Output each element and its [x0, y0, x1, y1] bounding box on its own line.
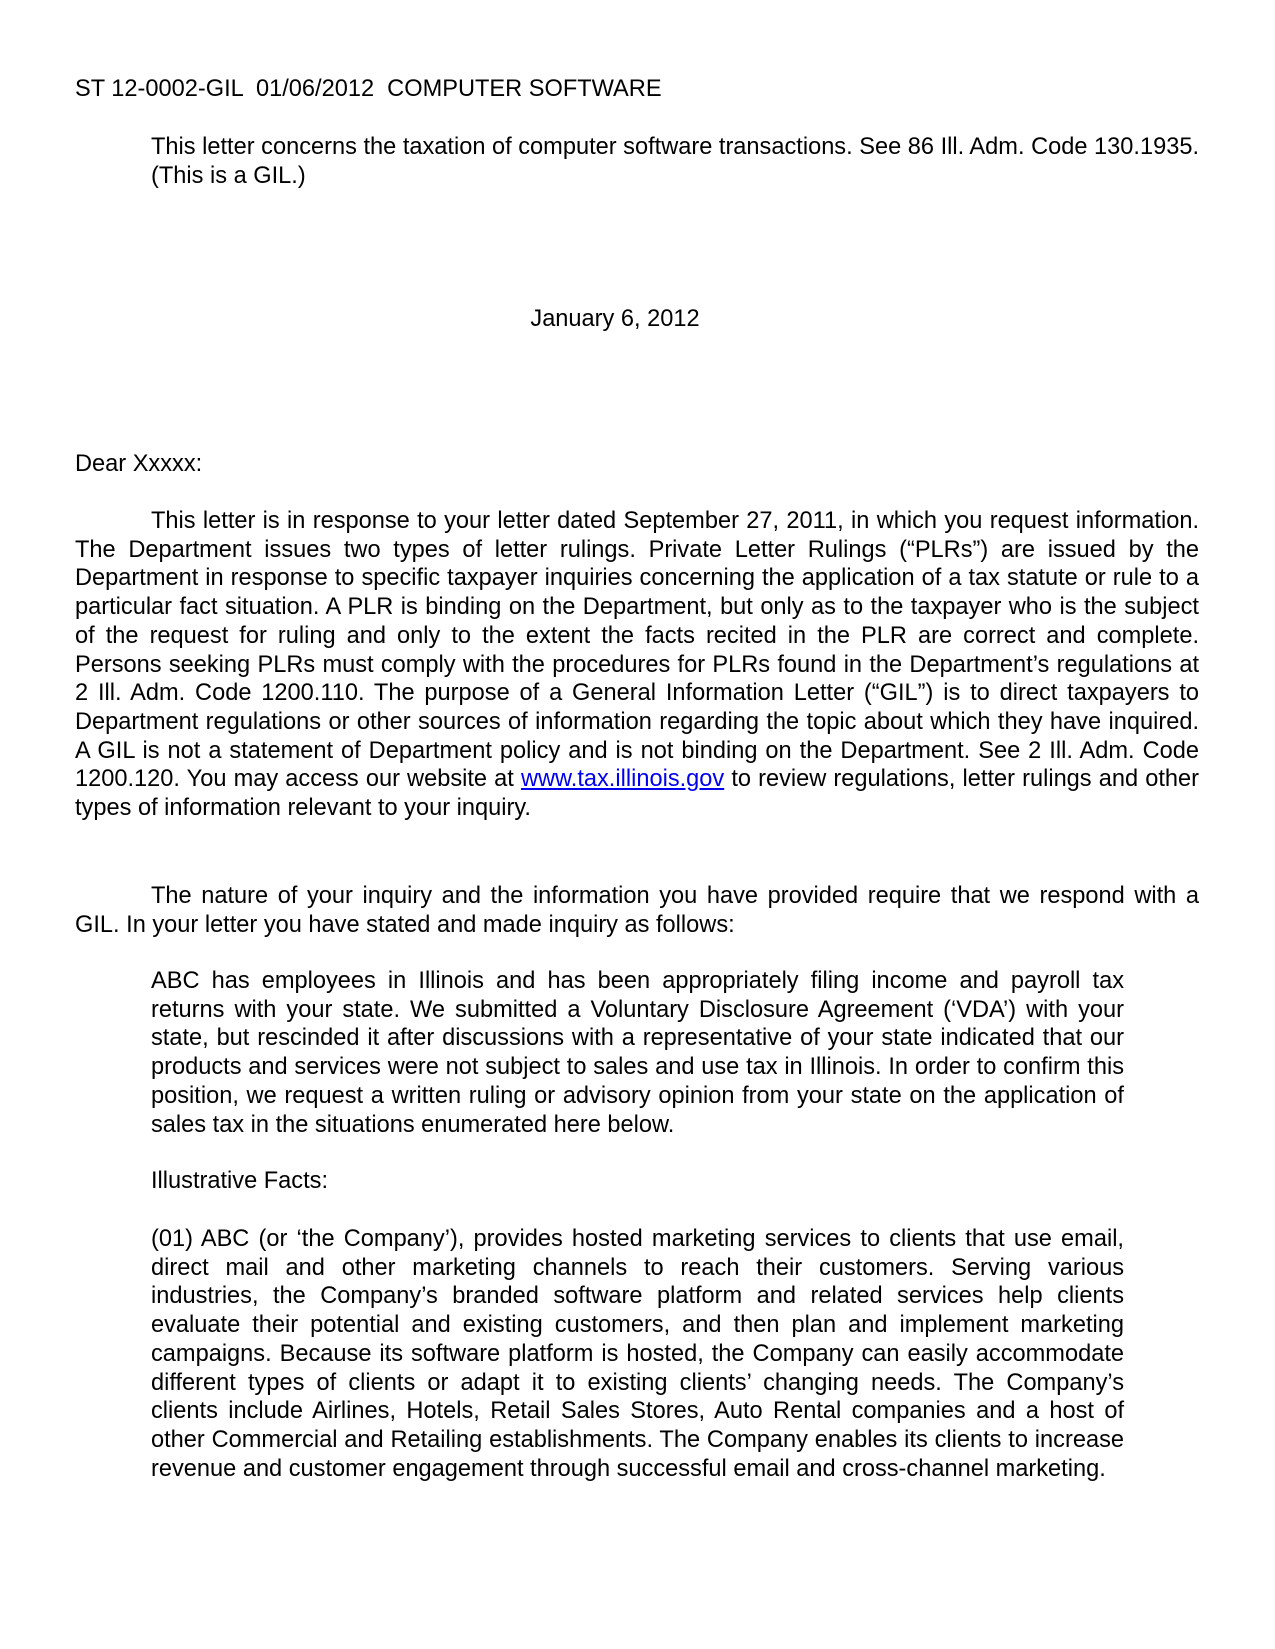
inquiry-intro-paragraph: The nature of your inquiry and the information you have provided require that we respond with a GIL. In your letter you have stated and made inquiry as follows:	[75, 883, 1199, 938]
paragraph-text-before-link: This letter is in response to your letter dated September 27, 2011, in which you request information. The Department issues two types of letter rulings. Private Letter Rulings (“PLRs”) are issued by the Department in response to specific taxpayer inquiries concerning the application of a tax statute or rule to a particular fact situation. A PLR is binding on the Department, but only as to the taxpayer who is the subject of the request for ruling and only to the extent the facts recited in the PLR are correct and complete. Persons seeking PLRs must comply with the procedures for PLRs found in the Department’s regulations at 2 Ill. Adm. Code 1200.110. The purpose of a General Information Letter (“GIL”) is to direct taxpayers to Department regulations or other sources of information regarding the topic about which they have inquired. A GIL is not a statement of Department policy and is not binding on the Department. See 2 Ill. Adm. Code 1200.120. You may access our website at	[75, 508, 1199, 793]
illustrative-facts-heading: Illustrative Facts:	[151, 1168, 328, 1194]
illustrative-fact-01: (01) ABC (or ‘the Company’), provides hosted marketing services to clients that use email, direct mail and other marketing channels to reach their customers. Serving various industries, the Company’s branded software platform and related services help clients evaluate their potential and existing customers, and then plan and implement marketing campaigns. Because its software platform is hosted, the Company can easily accommodate different types of clients or adapt it to existing clients’ changing needs. The Company’s clients include Airlines, Hotels, Retail Sales Stores, Auto Rental companies and a host of other Commercial and Retailing establishments. The Company enables its clients to increase revenue and customer engagement through successful email and cross-channel marketing.	[151, 1226, 1124, 1482]
letter-date: January 6, 2012	[530, 306, 700, 332]
document-summary: This letter concerns the taxation of computer software transactions. See 86 Ill. Adm. Code 130.1935. (This is a GIL.)	[151, 134, 1199, 189]
website-link[interactable]: www.tax.illinois.gov	[520, 766, 725, 793]
paragraph-text-after-link: to review regulations, letter rulings and other types of information relevant to your inquiry.	[75, 766, 1199, 822]
quoted-inquiry-paragraph: ABC has employees in Illinois and has been appropriately filing income and payroll tax returns with your state. We submitted a Voluntary Disclosure Agreement (‘VDA’) with your state, but rescinded it after discussions with a representative of your state indicated that our products and services were not subject to sales and use tax in Illinois. In order to confirm this position, we request a written ruling or advisory opinion from your state on the application of sales tax in the situations enumerated here below.	[151, 968, 1124, 1138]
salutation: Dear Xxxxx:	[75, 451, 203, 477]
document-header: ST 12-0002-GIL 01/06/2012 COMPUTER SOFTWARE	[75, 76, 662, 102]
response-paragraph	[75, 507, 1199, 823]
